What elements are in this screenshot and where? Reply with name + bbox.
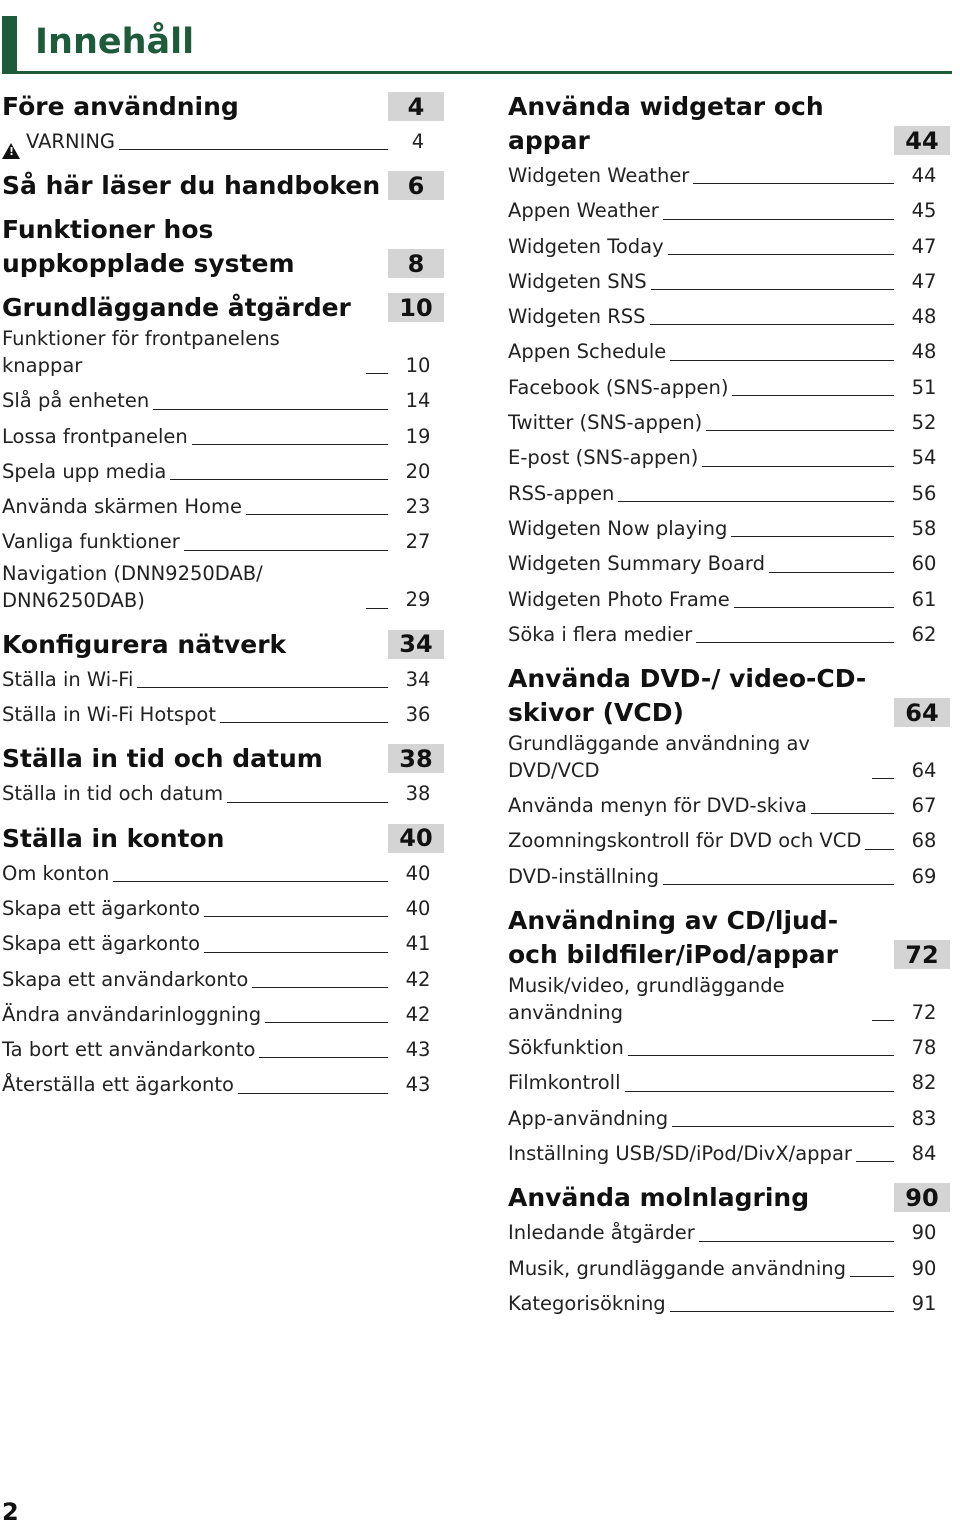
section-page-badge: 72 xyxy=(894,940,950,969)
leader-line xyxy=(366,608,388,609)
leader-line xyxy=(259,1057,388,1058)
leader-line xyxy=(366,373,388,374)
entry-title: Om konton xyxy=(2,861,110,885)
entry-title: Ställa in Wi-Fi Hotspot xyxy=(2,703,217,727)
entry-page-number: 56 xyxy=(911,481,937,505)
section-page-badge: 90 xyxy=(894,1183,950,1212)
toc-entry[interactable] xyxy=(508,405,950,440)
leader-line xyxy=(699,1241,894,1242)
entry-page-number: 67 xyxy=(911,794,937,818)
toc-column-right xyxy=(508,84,950,1321)
toc-entry[interactable] xyxy=(508,617,950,652)
leader-line xyxy=(696,642,894,643)
leader-line xyxy=(693,183,894,184)
entry-title: Musik, grundläggande användning xyxy=(508,1256,846,1280)
section-title: Ställa in konton xyxy=(2,823,225,853)
toc-entry[interactable] xyxy=(2,524,444,559)
leader-line xyxy=(153,409,388,410)
leader-line xyxy=(204,952,388,953)
leader-line xyxy=(663,884,894,885)
leader-line xyxy=(650,324,894,325)
leader-line xyxy=(811,813,894,814)
toc-entry[interactable] xyxy=(508,511,950,546)
toc-entry[interactable] xyxy=(2,776,444,811)
entry-page-number: 60 xyxy=(911,552,937,576)
entry-title: Appen Weather xyxy=(508,199,659,223)
toc-entry[interactable] xyxy=(508,476,950,511)
entry-title: Widgeten SNS xyxy=(508,269,647,293)
leader-line xyxy=(265,1022,388,1023)
entry-title: Använda menyn för DVD-skiva xyxy=(508,794,807,818)
section-page-badge: 4 xyxy=(388,92,444,121)
toc-entry[interactable] xyxy=(2,962,444,997)
section-title: Använda widgetar och appar xyxy=(508,92,824,155)
leader-line xyxy=(119,149,388,150)
entry-title: Ställa in tid och datum xyxy=(2,782,224,806)
leader-line xyxy=(670,360,894,361)
entry-title: Zoomningskontroll för DVD och VCD xyxy=(508,829,862,853)
entry-page-number: 72 xyxy=(911,1000,937,1024)
leader-line xyxy=(702,466,894,467)
section-title: Använda molnlagring xyxy=(508,1183,810,1213)
entry-page-number: 84 xyxy=(911,1141,937,1165)
entry-page-number: 43 xyxy=(405,1038,431,1062)
toc-entry[interactable] xyxy=(508,299,950,334)
section-page-badge: 64 xyxy=(894,698,950,727)
entry-title: RSS-appen xyxy=(508,481,615,505)
entry-page-number: 19 xyxy=(405,424,431,448)
entry-page-number: 51 xyxy=(911,375,937,399)
entry-title: Använda skärmen Home xyxy=(2,495,242,519)
toc-entry[interactable] xyxy=(2,1032,444,1067)
leader-line xyxy=(856,1161,894,1162)
toc-entry[interactable] xyxy=(508,1136,950,1171)
leader-line xyxy=(663,219,894,220)
toc-entry[interactable] xyxy=(508,1065,950,1100)
entry-title: Vanliga funktioner xyxy=(2,530,180,554)
entry-title: Funktioner för frontpanelens knappar xyxy=(2,327,280,378)
entry-title: Navigation (DNN9250DAB/ DNN6250DAB) xyxy=(2,561,263,612)
entry-page-number: 47 xyxy=(911,234,937,258)
toc-entry[interactable] xyxy=(508,1215,950,1250)
entry-title: Musik/video, grundläggande användning xyxy=(508,974,785,1025)
toc-entry[interactable] xyxy=(508,334,950,369)
section-title: Använda DVD-/ video-CD-skivor (VCD) xyxy=(508,664,867,728)
leader-line xyxy=(137,687,388,688)
toc-section-heading[interactable] xyxy=(2,628,444,662)
entry-page-number: 90 xyxy=(911,1221,937,1245)
entry-page-number: 44 xyxy=(911,164,937,187)
section-page-badge: 40 xyxy=(388,824,444,853)
section-page-badge: 8 xyxy=(388,249,444,278)
entry-title: Ta bort ett användarkonto xyxy=(2,1038,256,1062)
entry-title: Skapa ett ägarkonto xyxy=(2,932,201,956)
entry-page-number: 82 xyxy=(911,1071,937,1095)
section-title: Funktioner hos uppkopplade system xyxy=(2,215,295,279)
toc-entry[interactable] xyxy=(2,662,444,697)
leader-line xyxy=(170,479,388,480)
leader-line xyxy=(192,444,388,445)
entry-page-number: 90 xyxy=(911,1256,937,1280)
toc-entry[interactable] xyxy=(2,891,444,926)
entry-page-number: 40 xyxy=(405,861,431,885)
section-page-badge: 34 xyxy=(388,630,444,659)
toc-entry[interactable] xyxy=(508,158,950,193)
entry-page-number: 78 xyxy=(911,1036,937,1060)
section-page-badge: 10 xyxy=(388,293,444,322)
entry-page-number: 64 xyxy=(911,758,937,782)
toc-entry[interactable] xyxy=(2,997,444,1032)
leader-line xyxy=(672,1126,894,1127)
entry-page-number: 61 xyxy=(911,587,937,611)
toc-entry[interactable] xyxy=(508,972,950,1030)
entry-page-number: 48 xyxy=(911,305,937,329)
entry-title: Widgeten Now playing xyxy=(508,516,728,540)
toc-entry[interactable] xyxy=(508,229,950,264)
entry-title: Ändra användarinloggning xyxy=(2,1002,262,1026)
entry-page-number: 52 xyxy=(911,411,937,435)
entry-title: Sökfunktion xyxy=(508,1036,624,1060)
leader-line xyxy=(865,849,894,850)
entry-title: Slå på enheten xyxy=(2,389,150,413)
leader-line xyxy=(184,550,388,551)
toc-entry[interactable] xyxy=(2,856,444,891)
entry-title: Inställning USB/SD/iPod/DivX/appar xyxy=(508,1141,852,1165)
leader-line xyxy=(651,289,894,290)
entry-title: Appen Schedule xyxy=(508,340,667,364)
section-title: Grundläggande åtgärder xyxy=(2,293,351,323)
toc-section-heading[interactable] xyxy=(2,90,444,124)
entry-title: Återställa ett ägarkonto xyxy=(2,1073,234,1097)
toc-entry[interactable] xyxy=(508,859,950,894)
entry-page-number: 83 xyxy=(911,1106,937,1130)
entry-page-number: 40 xyxy=(405,896,431,920)
entry-page-number: 29 xyxy=(405,588,431,612)
header-accent-bar xyxy=(2,16,17,73)
entry-page-number: 54 xyxy=(911,446,937,470)
toc-entry[interactable] xyxy=(508,1286,950,1321)
leader-line xyxy=(246,514,388,515)
toc-section-heading[interactable] xyxy=(508,904,950,972)
page-header xyxy=(0,14,952,74)
toc-entry[interactable] xyxy=(2,560,444,618)
leader-line xyxy=(668,254,894,255)
toc-entry[interactable] xyxy=(508,370,950,405)
leader-line xyxy=(204,916,388,917)
toc-entry[interactable] xyxy=(508,546,950,581)
entry-page-number: 14 xyxy=(405,389,431,413)
leader-line xyxy=(872,1020,894,1021)
entry-page-number: 91 xyxy=(911,1291,937,1315)
section-page-badge: 38 xyxy=(388,744,444,773)
entry-page-number: 69 xyxy=(911,864,937,888)
toc-entry[interactable] xyxy=(508,788,950,823)
entry-title: App-användning xyxy=(508,1106,669,1130)
entry-title: Grundläggande användning av DVD/VCD xyxy=(508,732,810,783)
page-number: 2 xyxy=(2,1498,19,1526)
entry-title: Widgeten RSS xyxy=(508,305,646,329)
section-title: Så här läser du handboken xyxy=(2,171,381,201)
toc-section-heading[interactable] xyxy=(2,213,444,281)
toc-entry[interactable] xyxy=(508,823,950,858)
toc-entry[interactable] xyxy=(2,1067,444,1102)
leader-line xyxy=(628,1055,894,1056)
leader-line xyxy=(732,395,894,396)
entry-page-number: 41 xyxy=(405,932,431,956)
entry-page-number: 20 xyxy=(405,459,431,483)
warning-icon xyxy=(2,143,20,159)
entry-page-number: 42 xyxy=(405,1002,431,1026)
toc-entry[interactable] xyxy=(508,1030,950,1065)
entry-page-number: 4 xyxy=(411,130,425,153)
toc-entry[interactable] xyxy=(2,489,444,524)
toc-section-heading[interactable] xyxy=(508,90,950,158)
toc-section-heading[interactable] xyxy=(508,1181,950,1215)
leader-line xyxy=(252,987,388,988)
leader-line xyxy=(227,802,388,803)
leader-line xyxy=(769,572,894,573)
page-title: Innehåll xyxy=(35,22,195,62)
entry-page-number: 27 xyxy=(405,530,431,554)
entry-page-number: 42 xyxy=(405,967,431,991)
entry-title: Skapa ett ägarkonto xyxy=(2,896,201,920)
leader-line xyxy=(220,722,388,723)
leader-line xyxy=(734,607,894,608)
header-rule xyxy=(2,71,952,74)
entry-title: Kategorisökning xyxy=(508,1291,666,1315)
entry-title: Skapa ett användarkonto xyxy=(2,967,249,991)
toc-entry[interactable] xyxy=(2,926,444,961)
entry-page-number: 23 xyxy=(405,495,431,519)
leader-line xyxy=(618,501,894,502)
entry-title: Inledande åtgärder xyxy=(508,1221,695,1245)
leader-line xyxy=(731,536,894,537)
entry-page-number: 36 xyxy=(405,703,431,727)
toc-entry[interactable] xyxy=(2,454,444,489)
toc-section-heading[interactable] xyxy=(2,742,444,776)
entry-page-number: 62 xyxy=(911,622,937,646)
section-title: Konfigurera nätverk xyxy=(2,629,287,659)
entry-page-number: 34 xyxy=(405,667,431,691)
toc-column-left xyxy=(2,84,444,1103)
entry-title: Spela upp media xyxy=(2,459,167,483)
toc-section-heading[interactable] xyxy=(508,662,950,730)
toc-entry[interactable] xyxy=(2,124,444,159)
entry-page-number: 10 xyxy=(405,354,431,377)
toc-entry[interactable] xyxy=(2,419,444,454)
section-title: Ställa in tid och datum xyxy=(2,744,323,774)
toc-entry[interactable] xyxy=(2,697,444,732)
section-page-badge: 44 xyxy=(894,126,950,155)
entry-title: Twitter (SNS-appen) xyxy=(508,411,703,435)
section-page-badge: 6 xyxy=(388,171,444,200)
toc-entry[interactable] xyxy=(508,264,950,299)
section-title: Användning av CD/ljud- och bildfiler/iPod/appar xyxy=(508,906,839,970)
toc-entry[interactable] xyxy=(2,383,444,418)
toc-entry[interactable] xyxy=(508,582,950,617)
entry-title: DVD-inställning xyxy=(508,864,659,888)
entry-title: Facebook (SNS-appen) xyxy=(508,375,729,399)
entry-title: Widgeten Today xyxy=(508,234,664,258)
entry-page-number: 38 xyxy=(405,782,431,806)
entry-page-number: 48 xyxy=(911,340,937,364)
toc-section-heading[interactable] xyxy=(2,291,444,325)
leader-line xyxy=(706,430,894,431)
leader-line xyxy=(872,778,894,779)
entry-page-number: 45 xyxy=(911,199,937,223)
leader-line xyxy=(670,1311,894,1312)
toc-section-heading[interactable] xyxy=(2,169,444,203)
entry-title: VARNING xyxy=(26,130,116,153)
entry-page-number: 68 xyxy=(911,829,937,853)
section-title: Före användning xyxy=(2,92,239,121)
entry-page-number: 43 xyxy=(405,1073,431,1097)
leader-line xyxy=(238,1093,388,1094)
entry-title: Widgeten Weather xyxy=(508,164,690,187)
leader-line xyxy=(113,881,388,882)
toc-entry[interactable] xyxy=(2,325,444,383)
toc-section-heading[interactable] xyxy=(2,822,444,856)
entry-title: Filmkontroll xyxy=(508,1071,621,1095)
entry-page-number: 58 xyxy=(911,516,937,540)
toc-entry[interactable] xyxy=(508,440,950,475)
toc-entry[interactable] xyxy=(508,1251,950,1286)
toc-entry[interactable] xyxy=(508,1101,950,1136)
entry-title: E-post (SNS-appen) xyxy=(508,446,699,470)
entry-title: Widgeten Summary Board xyxy=(508,552,765,576)
entry-title: Lossa frontpanelen xyxy=(2,424,188,448)
leader-line xyxy=(625,1091,894,1092)
entry-page-number: 47 xyxy=(911,269,937,293)
toc-entry[interactable] xyxy=(508,193,950,228)
entry-title: Widgeten Photo Frame xyxy=(508,587,730,611)
toc-entry[interactable] xyxy=(508,730,950,788)
entry-title: Söka i flera medier xyxy=(508,622,693,646)
leader-line xyxy=(850,1276,894,1277)
entry-title: Ställa in Wi-Fi xyxy=(2,667,134,691)
